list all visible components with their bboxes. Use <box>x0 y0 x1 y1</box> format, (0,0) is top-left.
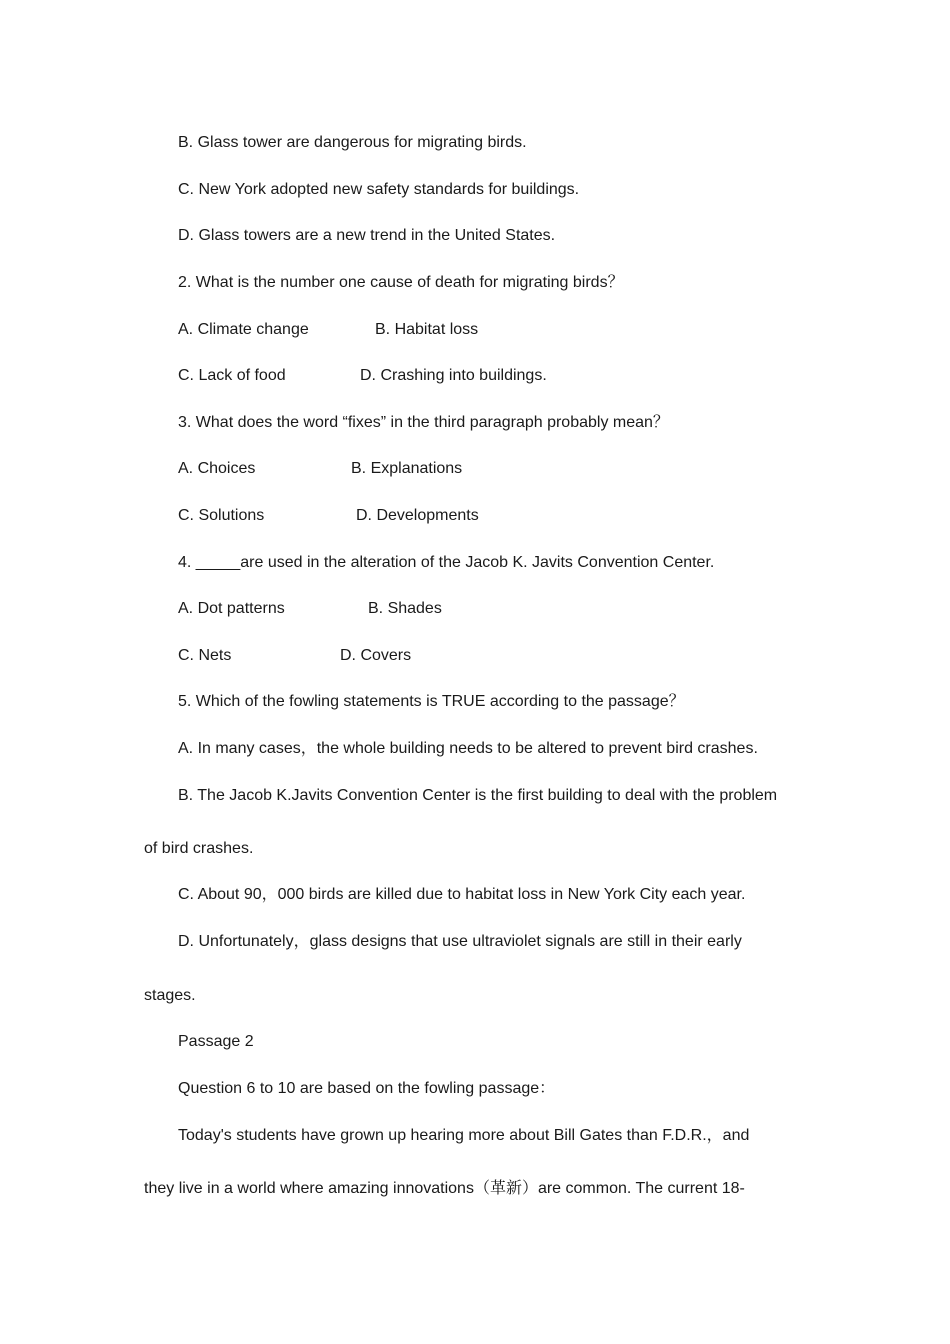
q5-option-d-line2: stages. <box>144 987 196 1004</box>
q4-option-a: A. Dot patterns <box>178 600 285 617</box>
passage-paragraph-line2: they live in a world where amazing innovations（革新）are common. The current 18- <box>144 1180 745 1197</box>
q3-option-d: D. Developments <box>356 507 479 524</box>
q1-option-b: B. Glass tower are dangerous for migrating birds. <box>178 134 527 151</box>
q5-question: 5. Which of the fowling statements is TRUE according to the passage？ <box>178 693 685 710</box>
q5-option-a: A. In many cases，the whole building needs to be altered to prevent bird crashes. <box>178 740 758 757</box>
q2-option-d: D. Crashing into buildings. <box>360 367 547 384</box>
q5-option-d-line1: D. Unfortunately，glass designs that use ultraviolet signals are still in their early <box>178 933 742 950</box>
q2-option-b: B. Habitat loss <box>375 321 479 338</box>
q3-option-a: A. Choices <box>178 460 256 477</box>
q3-option-b: B. Explanations <box>351 460 463 477</box>
q4-option-d: D. Covers <box>340 647 412 664</box>
passage-heading: Passage 2 <box>178 1033 254 1050</box>
q4-question: 4. _____are used in the alteration of the Jacob K. Javits Convention Center. <box>178 554 715 571</box>
q4-option-c: C. Nets <box>178 647 232 664</box>
q5-option-b-line2: of bird crashes. <box>144 840 254 857</box>
q3-option-c: C. Solutions <box>178 507 265 524</box>
passage-paragraph-line1: Today's students have grown up hearing more about Bill Gates than F.D.R.，and <box>178 1127 750 1144</box>
q3-question: 3. What does the word “fixes” in the third paragraph probably mean？ <box>178 414 669 431</box>
q2-option-c: C. Lack of food <box>178 367 286 384</box>
q2-question: 2. What is the number one cause of death for migrating birds？ <box>178 274 624 291</box>
q1-option-c: C. New York adopted new safety standards for buildings. <box>178 181 580 198</box>
q5-option-c: C. About 90，000 birds are killed due to habitat loss in New York City each year. <box>178 886 746 903</box>
q5-option-b-line1: B. The Jacob K.Javits Convention Center is the first building to deal with the problem <box>178 787 778 804</box>
q1-option-d: D. Glass towers are a new trend in the United States. <box>178 227 556 244</box>
q4-option-b: B. Shades <box>368 600 442 617</box>
q2-option-a: A. Climate change <box>178 321 309 338</box>
passage-instruction: Question 6 to 10 are based on the fowling passage： <box>178 1080 556 1097</box>
